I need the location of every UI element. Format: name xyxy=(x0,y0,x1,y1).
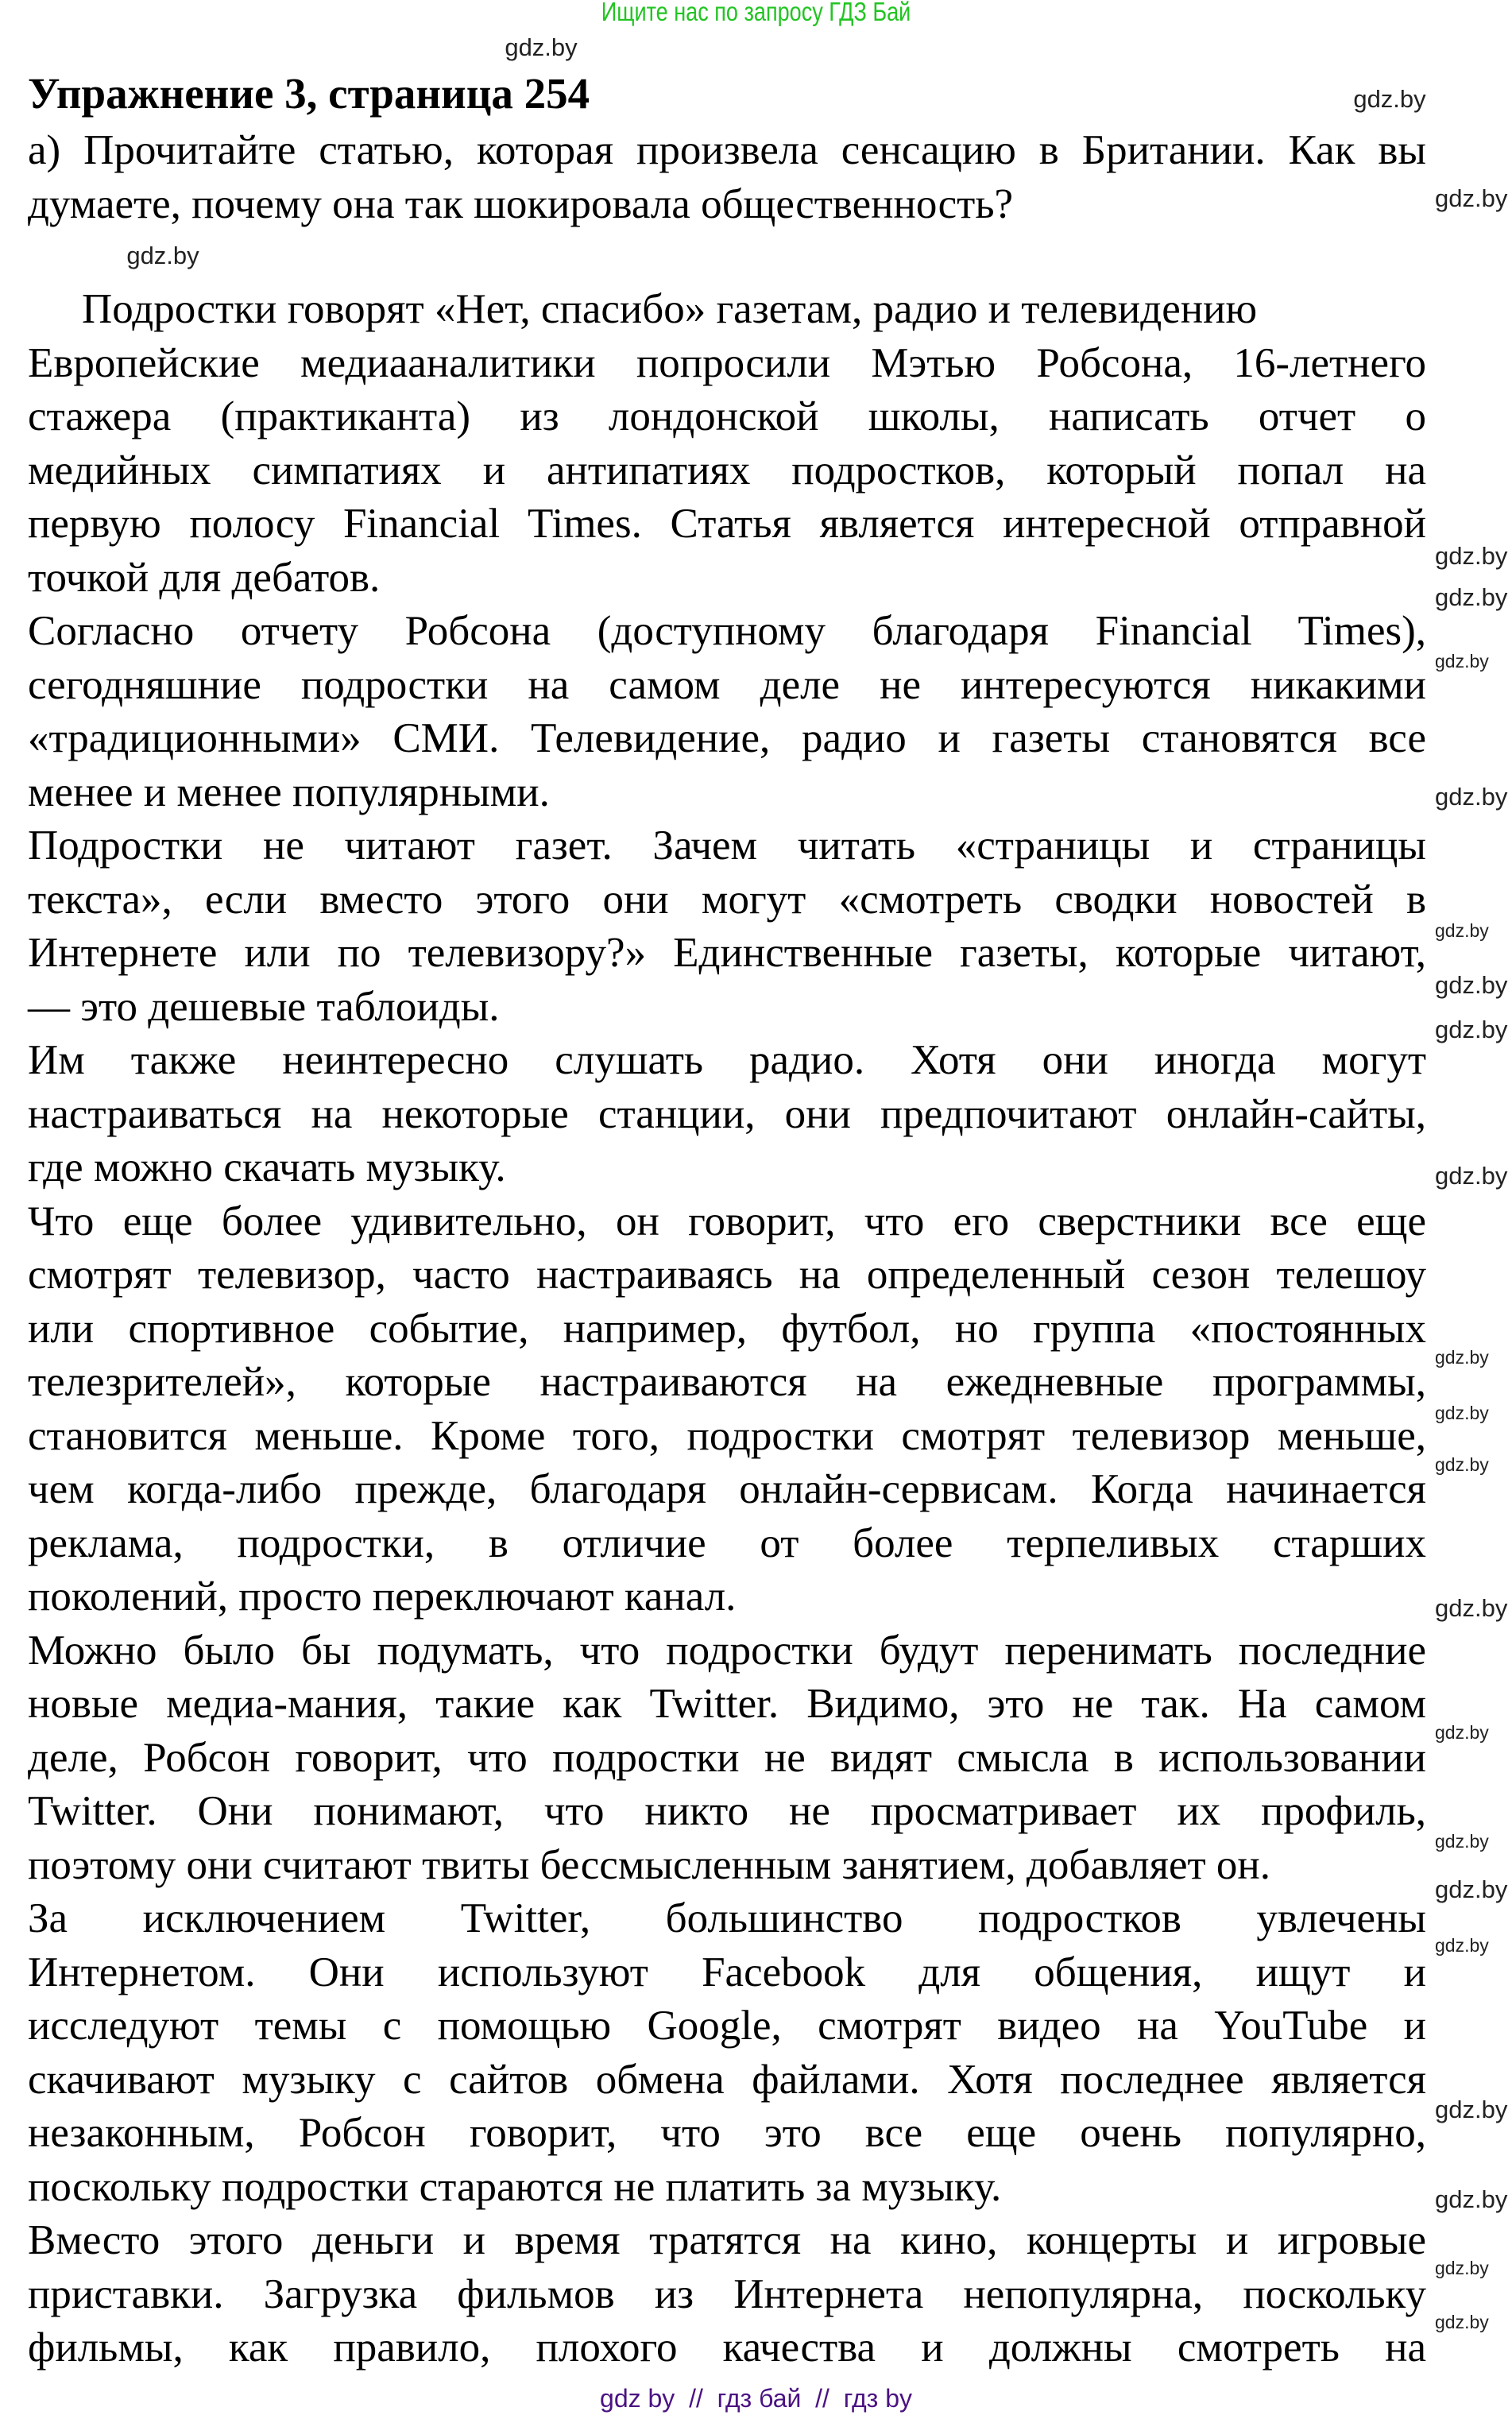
watermark: gdz.by xyxy=(1435,651,1489,672)
article-paragraph xyxy=(28,1034,1426,1195)
article-line: настраиваться на некоторые станции, они предпочитают онлайн-сайты, xyxy=(28,1090,1426,1137)
watermark: gdz.by xyxy=(1435,1935,1489,1956)
watermark: gdz.by xyxy=(1435,1594,1508,1622)
article-paragraph xyxy=(28,605,1426,819)
article-line: смотрят телевизор, часто настраиваясь на определенный сезон телешоу xyxy=(28,1252,1426,1298)
article-line: новые медиа-мания, такие как Twitter. Видимо, это не так. На самом xyxy=(28,1681,1426,1727)
article-line: телезрителей», которые настраиваются на ежедневные программы, xyxy=(28,1359,1426,1405)
article-line: поколений, просто переключают канал. xyxy=(28,1573,737,1620)
article-line: где можно скачать музыку. xyxy=(28,1144,506,1190)
article-line: деле, Робсон говорит, что подростки не видят смысла в использовании xyxy=(28,1734,1426,1781)
article-paragraph xyxy=(28,819,1426,1034)
article-line: становится меньше. Кроме того, подростки смотрят телевизор меньше, xyxy=(28,1412,1426,1459)
article-line: чем когда-либо прежде, благодаря онлайн-сервисам. Когда начинается xyxy=(28,1466,1426,1512)
article-line: медийных симпатиях и антипатиях подростков, который попал на xyxy=(28,447,1426,493)
article-line: Интернетом. Они используют Facebook для общения, ищут и xyxy=(28,1949,1426,1995)
article-line: исследуют темы с помощью Google, смотрят видео на YouTube и xyxy=(28,2003,1426,2049)
watermark: gdz.by xyxy=(1435,920,1489,941)
watermark: gdz.by xyxy=(1435,971,1508,999)
article-line: «традиционными» СМИ. Телевидение, радио и газеты становятся все xyxy=(28,715,1426,761)
article xyxy=(28,283,1426,2375)
watermark: gdz.by xyxy=(1435,1016,1508,1043)
article-line: фильмы, как правило, плохого качества и должны смотреть на xyxy=(28,2324,1426,2371)
article-line: сегодняшние подростки на самом деле не интересуются никакими xyxy=(28,661,1426,708)
footer-links[interactable]: gdz by // гдз бай // гдз by xyxy=(600,2384,912,2413)
article-line: стажера (практиканта) из лондонской школы, написать отчет о xyxy=(28,393,1426,439)
watermark: gdz.by xyxy=(1435,583,1508,611)
watermark: gdz.by xyxy=(1435,2096,1508,2123)
article-paragraph xyxy=(28,2214,1426,2375)
watermark: gdz.by xyxy=(505,33,578,61)
article-heading: Подростки говорят «Нет, спасибо» газетам, радио и телевидению xyxy=(82,286,1258,332)
task-text xyxy=(28,124,1426,231)
article-line: Twitter. Они понимают, что никто не просматривает их профиль, xyxy=(28,1788,1426,1834)
article-line: Им также неинтересно слушать радио. Хотя они иногда могут xyxy=(28,1037,1426,1083)
article-line: реклама, подростки, в отличие от более терпеливых старших xyxy=(28,1519,1426,1566)
article-line: скачивают музыку с сайтов обмена файлами. Хотя последнее является xyxy=(28,2056,1426,2103)
article-line: Можно было бы подумать, что подростки будут перенимать последние xyxy=(28,1627,1426,1674)
watermark: gdz.by xyxy=(1435,1403,1489,1423)
watermark: gdz.by xyxy=(1435,2312,1489,2332)
article-line: Согласно отчету Робсона (доступному благодаря Financial Times), xyxy=(28,608,1426,654)
article-line: За исключением Twitter, большинство подростков увлечены xyxy=(28,1895,1426,1941)
search-banner[interactable]: Ищите нас по запросу ГДЗ Бай xyxy=(601,0,911,26)
watermark: gdz.by xyxy=(1435,2258,1489,2278)
article-line: менее и менее популярными. xyxy=(28,768,550,815)
page-title: Упражнение 3, страница 254 xyxy=(28,69,590,118)
watermark: gdz.by xyxy=(1435,1875,1508,1903)
article-line: Интернете или по телевизору?» Единственные газеты, которые читают, xyxy=(28,930,1426,976)
article-paragraph xyxy=(28,337,1426,606)
article-line: или спортивное событие, например, футбол, но группа «постоянных xyxy=(28,1305,1426,1352)
article-line: Европейские медиааналитики попросили Мэтью Робсона, 16-летнего xyxy=(28,339,1426,386)
watermark: gdz.by xyxy=(1435,1831,1489,1852)
article-line: точкой для дебатов. xyxy=(28,554,381,601)
article-paragraph xyxy=(28,1624,1426,1893)
watermark: gdz.by xyxy=(126,242,199,269)
article-line: первую полосу Financial Times. Статья является интересной отправной xyxy=(28,501,1426,547)
article-line: Что еще более удивительно, он говорит, что его сверстники все еще xyxy=(28,1198,1426,1244)
watermark: gdz.by xyxy=(1435,1162,1508,1190)
watermark: gdz.by xyxy=(1435,542,1508,570)
watermark: gdz.by xyxy=(1435,184,1508,212)
watermark: gdz.by xyxy=(1435,1722,1489,1743)
article-paragraph xyxy=(28,1892,1426,2214)
article-line: поэтому они считают твиты бессмысленным занятием, добавляет он. xyxy=(28,1841,1271,1888)
article-line: незаконным, Робсон говорит, что это все еще очень популярно, xyxy=(28,2110,1426,2156)
article-line: поскольку подростки стараются не платить за музыку. xyxy=(28,2163,1002,2210)
task-line: а) Прочитайте статью, которая произвела сенсацию в Британии. Как вы xyxy=(28,127,1426,173)
article-paragraph xyxy=(28,1195,1426,1624)
article-line: Подростки не читают газет. Зачем читать «страницы и страницы xyxy=(28,822,1426,869)
task-line: думаете, почему она так шокировала общественность? xyxy=(28,180,1014,227)
article-line: Вместо этого деньги и время тратятся на кино, концерты и игровые xyxy=(28,2217,1426,2263)
article-line: текста», если вместо этого они могут «смотреть сводки новостей в xyxy=(28,876,1426,923)
watermark: gdz.by xyxy=(1353,85,1426,113)
watermark: gdz.by xyxy=(1435,2185,1508,2213)
watermark: gdz.by xyxy=(1435,1454,1489,1475)
watermark: gdz.by xyxy=(1435,783,1508,811)
watermark: gdz.by xyxy=(1435,1347,1489,1368)
article-line: приставки. Загрузка фильмов из Интернета непопулярна, поскольку xyxy=(28,2270,1426,2317)
article-line: — это дешевые таблоиды. xyxy=(28,983,500,1030)
